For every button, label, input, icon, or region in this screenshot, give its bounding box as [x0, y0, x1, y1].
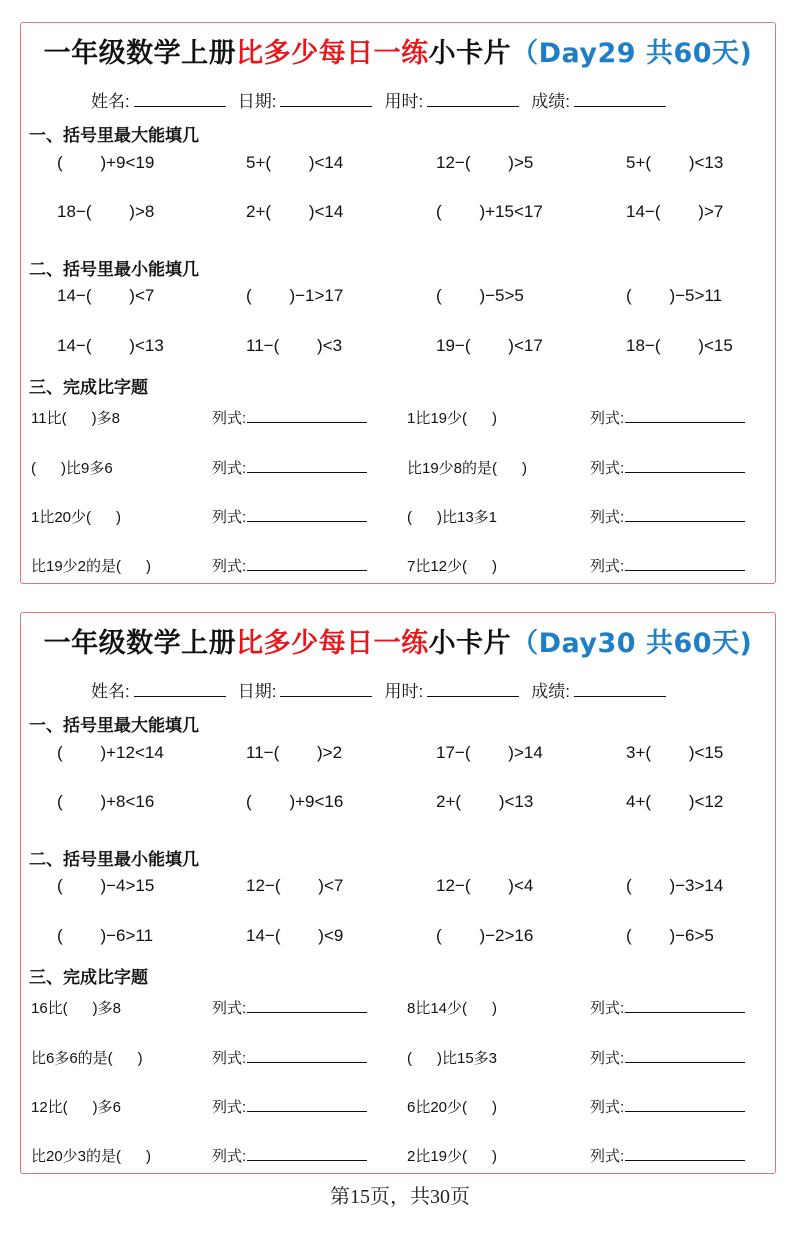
score-blank[interactable]: [574, 92, 666, 107]
word-problem[interactable]: 比20少3的是( ): [31, 1148, 152, 1165]
name-label: 姓名:: [91, 92, 130, 111]
title-prefix: 一年级数学上册: [43, 38, 237, 69]
time-label: 用时:: [384, 682, 424, 701]
formula-blank[interactable]: [247, 1097, 367, 1112]
formula-label: 列式:: [212, 460, 247, 477]
word-problem-row: [21, 1096, 777, 1122]
formula-blank[interactable]: [247, 1048, 367, 1063]
formula-blank[interactable]: [625, 998, 745, 1013]
formula-blank[interactable]: [625, 507, 745, 522]
formula-field[interactable]: [212, 1145, 367, 1166]
worksheet-card-day29: [20, 22, 776, 584]
problem-row: [21, 926, 777, 954]
word-problem-row: [21, 457, 777, 483]
formula-label: 列式:: [212, 558, 247, 575]
problem-row: [21, 202, 777, 230]
word-problem[interactable]: 1比20少( ): [31, 509, 122, 526]
problem[interactable]: 5+( )<14: [246, 153, 344, 172]
formula-field[interactable]: [590, 407, 745, 428]
title-highlight: 比多少每日一练: [236, 628, 429, 659]
formula-label: 列式:: [212, 410, 247, 427]
page-number: 第15页，共30页: [330, 1186, 470, 1208]
problem-row: [21, 876, 777, 904]
problem[interactable]: ( )−6>5: [626, 926, 714, 945]
problem[interactable]: ( )+15<17: [436, 202, 543, 221]
problem[interactable]: ( )−3>14: [626, 876, 724, 895]
formula-blank[interactable]: [625, 556, 745, 571]
name-blank[interactable]: [134, 682, 226, 697]
section-2-heading: 二、括号里最小能填几: [29, 260, 199, 280]
word-problem[interactable]: ( )比9多6: [31, 460, 113, 477]
word-problem-row: [21, 555, 777, 581]
problem[interactable]: 5+( )<13: [626, 153, 724, 172]
formula-blank[interactable]: [247, 408, 367, 423]
section-3-heading: 三、完成比字题: [29, 378, 148, 398]
formula-label: 列式:: [590, 1148, 625, 1165]
problem[interactable]: ( )−5>11: [626, 286, 723, 305]
formula-field[interactable]: [590, 457, 745, 478]
section-1-heading: 一、括号里最大能填几: [29, 126, 199, 146]
problem[interactable]: ( )+12<14: [57, 743, 164, 762]
formula-label: 列式:: [590, 1099, 625, 1116]
problem[interactable]: 2+( )<14: [246, 202, 344, 221]
word-problem[interactable]: 比6多6的是( ): [31, 1050, 143, 1067]
word-problem-row: [21, 407, 777, 433]
word-problem-row: [21, 1145, 777, 1171]
formula-blank[interactable]: [247, 507, 367, 522]
problem[interactable]: ( )−2>16: [436, 926, 534, 945]
word-problem[interactable]: 6比20少( ): [407, 1099, 498, 1116]
date-label: 日期:: [237, 92, 277, 111]
section-1-heading: 一、括号里最大能填几: [29, 716, 199, 736]
word-problem[interactable]: 8比14少( ): [407, 1000, 498, 1017]
problem[interactable]: 12−( )<4: [436, 876, 534, 895]
formula-field[interactable]: [590, 506, 745, 527]
formula-field[interactable]: [212, 407, 367, 428]
formula-blank[interactable]: [625, 1146, 745, 1161]
problem[interactable]: 14−( )>7: [626, 202, 724, 221]
problem[interactable]: 12−( )<7: [246, 876, 344, 895]
word-problem-row: [21, 506, 777, 532]
formula-field[interactable]: [590, 1145, 745, 1166]
formula-blank[interactable]: [247, 998, 367, 1013]
problem[interactable]: 18−( )<15: [626, 336, 733, 355]
formula-field[interactable]: [212, 1096, 367, 1117]
problem-row: [21, 792, 777, 820]
formula-blank[interactable]: [247, 556, 367, 571]
formula-label: 列式:: [590, 509, 625, 526]
date-blank[interactable]: [280, 92, 372, 107]
formula-field[interactable]: [590, 555, 745, 576]
formula-label: 列式:: [590, 460, 625, 477]
problem[interactable]: 11−( )>2: [246, 743, 343, 762]
problem-row: [21, 743, 777, 771]
formula-blank[interactable]: [625, 1048, 745, 1063]
word-problem[interactable]: 比19少2的是( ): [31, 558, 152, 575]
info-line: [91, 87, 678, 112]
formula-field[interactable]: [590, 997, 745, 1018]
problem-row: [21, 153, 777, 181]
problem[interactable]: ( )−4>15: [57, 876, 155, 895]
word-problem[interactable]: ( )比13多1: [407, 509, 498, 526]
card-title: [21, 31, 775, 70]
word-problem[interactable]: 2比19少( ): [407, 1148, 498, 1165]
worksheet-card-day30: [20, 612, 776, 1174]
problem[interactable]: 12−( )>5: [436, 153, 534, 172]
word-problem[interactable]: 比19少8的是( ): [407, 460, 528, 477]
info-line: [91, 677, 678, 702]
score-label: 成绩:: [531, 92, 570, 111]
word-problem[interactable]: 16比( )多8: [31, 1000, 122, 1017]
formula-blank[interactable]: [247, 1146, 367, 1161]
word-problem[interactable]: ( )比15多3: [407, 1050, 498, 1067]
problem[interactable]: ( )−6>11: [57, 926, 154, 945]
title-day-label: （Day30 共60天): [511, 628, 753, 659]
word-problem[interactable]: 12比( )多6: [31, 1099, 122, 1116]
problem[interactable]: 18−( )>8: [57, 202, 155, 221]
problem[interactable]: 14−( )<13: [57, 336, 164, 355]
formula-field[interactable]: [212, 997, 367, 1018]
problem[interactable]: 17−( )>14: [436, 743, 543, 762]
name-blank[interactable]: [134, 92, 226, 107]
formula-label: 列式:: [212, 509, 247, 526]
problem[interactable]: ( )+9<19: [57, 153, 155, 172]
formula-field[interactable]: [212, 457, 367, 478]
card-title: [21, 621, 775, 660]
problem[interactable]: 14−( )<7: [57, 286, 155, 305]
formula-blank[interactable]: [625, 458, 745, 473]
title-day-label: （Day29 共60天): [511, 38, 753, 69]
title-suffix: 小卡片: [428, 628, 512, 659]
formula-label: 列式:: [590, 1000, 625, 1017]
formula-blank[interactable]: [625, 1097, 745, 1112]
problem[interactable]: ( )−5>5: [436, 286, 524, 305]
problem[interactable]: 14−( )<9: [246, 926, 344, 945]
formula-label: 列式:: [590, 558, 625, 575]
problem-row: [21, 286, 777, 314]
section-3-heading: 三、完成比字题: [29, 968, 148, 988]
problem[interactable]: 19−( )<17: [436, 336, 543, 355]
time-blank[interactable]: [427, 682, 519, 697]
title-prefix: 一年级数学上册: [43, 628, 237, 659]
problem-row: [21, 336, 777, 364]
score-blank[interactable]: [574, 682, 666, 697]
word-problem[interactable]: 7比12少( ): [407, 558, 498, 575]
problem[interactable]: ( )−1>17: [246, 286, 344, 305]
formula-blank[interactable]: [247, 458, 367, 473]
problem[interactable]: ( )+8<16: [57, 792, 155, 811]
word-problem-row: [21, 1047, 777, 1073]
formula-field[interactable]: [212, 1047, 367, 1068]
formula-label: 列式:: [212, 1148, 247, 1165]
word-problem-row: [21, 997, 777, 1023]
problem[interactable]: 4+( )<12: [626, 792, 724, 811]
time-blank[interactable]: [427, 92, 519, 107]
word-problem[interactable]: 1比19少( ): [407, 410, 498, 427]
score-label: 成绩:: [531, 682, 570, 701]
formula-field[interactable]: [212, 555, 367, 576]
formula-field[interactable]: [590, 1096, 745, 1117]
date-label: 日期:: [237, 682, 277, 701]
problem[interactable]: 3+( )<15: [626, 743, 724, 762]
problem[interactable]: 11−( )<3: [246, 336, 343, 355]
formula-label: 列式:: [590, 1050, 625, 1067]
formula-field[interactable]: [590, 1047, 745, 1068]
date-blank[interactable]: [280, 682, 372, 697]
title-suffix: 小卡片: [428, 38, 512, 69]
time-label: 用时:: [384, 92, 424, 111]
word-problem[interactable]: 11比( )多8: [31, 410, 120, 427]
formula-blank[interactable]: [625, 408, 745, 423]
name-label: 姓名:: [91, 682, 130, 701]
formula-label: 列式:: [212, 1099, 247, 1116]
formula-field[interactable]: [212, 506, 367, 527]
formula-label: 列式:: [212, 1000, 247, 1017]
formula-label: 列式:: [212, 1050, 247, 1067]
section-2-heading: 二、括号里最小能填几: [29, 850, 199, 870]
problem[interactable]: 2+( )<13: [436, 792, 534, 811]
title-highlight: 比多少每日一练: [236, 38, 429, 69]
formula-label: 列式:: [590, 410, 625, 427]
problem[interactable]: ( )+9<16: [246, 792, 344, 811]
